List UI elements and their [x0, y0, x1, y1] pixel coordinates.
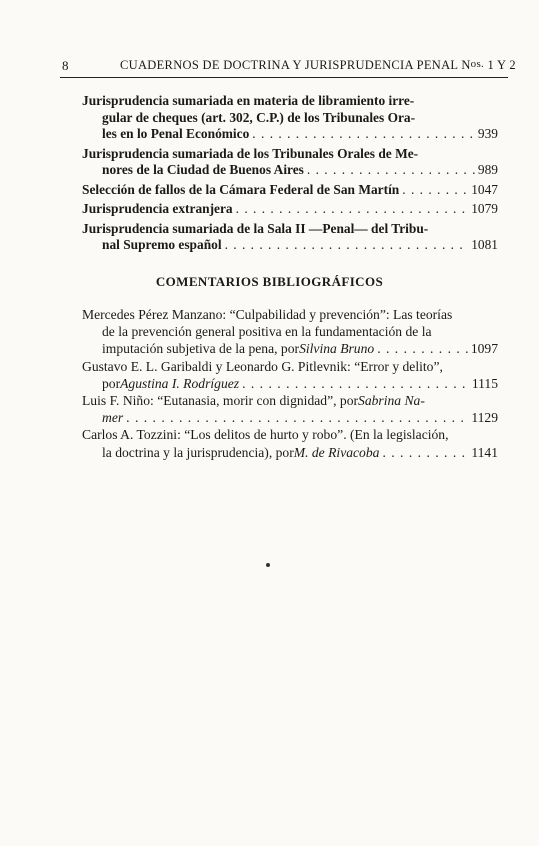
bib-page-number: 1097: [470, 341, 498, 357]
toc-page-number: 989: [477, 162, 498, 177]
bibliography-entry: [82, 358, 498, 392]
bib-page-number: 1141: [471, 444, 498, 460]
toc-entry-line: nores de la Ciudad de Buenos Aires: [102, 162, 304, 177]
toc-entry-line: gular de cheques (art. 302, C.P.) de los Tribunales Ora-: [102, 109, 416, 125]
bibliography-entry: [82, 392, 498, 426]
leader-dots: [242, 375, 469, 392]
bib-reviewer: mer: [102, 410, 124, 426]
bib-line: la doctrina y la jurisprudencia), por: [102, 444, 294, 460]
toc-page-number: 1079: [471, 201, 498, 216]
bib-page-number: 1129: [471, 410, 498, 426]
bib-line: Luis F. Niño: “Eutanasia, morir con dignidad”, por: [82, 393, 359, 409]
section-title: COMENTARIOS BIBLIOGRÁFICOS: [155, 274, 384, 289]
toc-list: [82, 93, 498, 257]
leader-dots: [307, 162, 475, 179]
leader-dots: [126, 409, 468, 426]
toc-entry-line: Jurisprudencia sumariada de la Sala II —Penal— del Tribu-: [82, 220, 429, 236]
running-head-title: CUADERNOS DE DOCTRINA Y JURISPRUDENCIA PENAL: [120, 58, 458, 72]
toc-entry-line: Jurisprudencia extranjera: [82, 201, 233, 216]
toc-entry: [82, 93, 498, 143]
running-head: [120, 58, 516, 73]
toc-entry-line: nal Supremo español: [102, 237, 222, 252]
leader-dots: [225, 237, 469, 254]
toc-page-number: 1081: [471, 237, 498, 252]
bib-line: Mercedes Pérez Manzano: “Culpabilidad y prevención”: Las teorías: [82, 307, 453, 322]
bib-line: de la prevención general positiva en la fundamentación de la: [102, 324, 432, 340]
bib-reviewer: Sabrina Na-: [358, 393, 425, 409]
running-head-nos: N: [461, 58, 471, 72]
bib-line: imputación subjetiva de la pena, por: [102, 341, 300, 357]
bib-reviewer: Silvina Bruno: [299, 341, 375, 357]
toc-entry-line: Selección de fallos de la Cámara Federal de San Martín: [82, 181, 400, 197]
toc-entry-line: Jurisprudencia sumariada de los Tribunales Orales de Me-: [82, 145, 419, 161]
toc-entry-line: Jurisprudencia sumariada en materia de libramiento irre-: [82, 93, 415, 108]
toc-entry: [82, 182, 498, 199]
toc-entry: [82, 221, 498, 254]
bib-page-number: 1115: [471, 375, 498, 391]
bib-line: por: [102, 375, 121, 391]
leader-dots: [402, 182, 468, 199]
toc-entry: [82, 146, 498, 179]
running-head-issue: 1 Y 2: [484, 58, 516, 72]
header-rule: [60, 77, 508, 78]
page-number: 8: [62, 58, 69, 73]
bib-reviewer: Agustina I. Rodríguez: [120, 375, 240, 391]
toc-page-number: 939: [477, 126, 498, 141]
toc-page-number: 1047: [471, 181, 498, 197]
toc-entry-line: les en lo Penal Económico: [102, 126, 250, 141]
leader-dots: [252, 126, 475, 143]
bib-line: Gustavo E. L. Garibaldi y Leonardo G. Pitlevnik: “Error y delito”,: [82, 358, 443, 374]
print-speck: [266, 563, 270, 567]
bibliography-entry: [82, 306, 498, 358]
leader-dots: [377, 340, 468, 357]
bibliography-list: [82, 306, 498, 461]
running-head-nos-sup: os.: [470, 58, 485, 70]
bib-reviewer: M. de Rivacoba: [293, 444, 380, 460]
bibliography-entry: [82, 426, 498, 460]
leader-dots: [236, 201, 469, 218]
leader-dots: [382, 444, 468, 461]
bib-line: Carlos A. Tozzini: “Los delitos de hurto y robo”. (En la legislación,: [82, 427, 449, 443]
toc-entry: [82, 201, 498, 218]
